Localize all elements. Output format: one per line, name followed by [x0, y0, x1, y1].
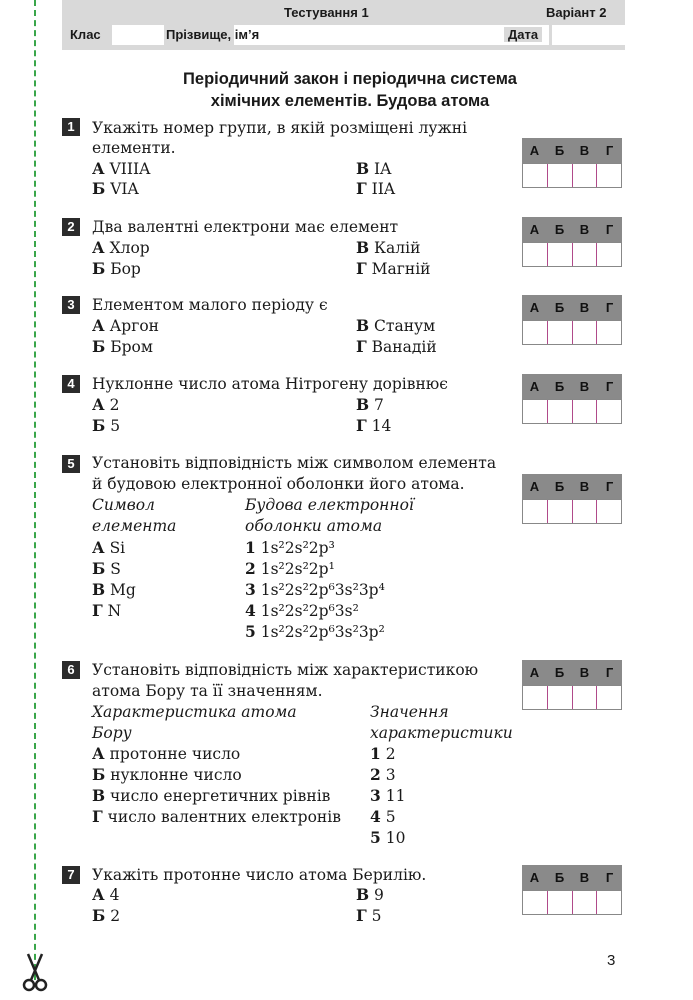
match-left: В число енергетичних рівнів: [92, 786, 331, 805]
match-left: А протонне число: [92, 744, 241, 763]
test-title: Тестування 1: [284, 5, 369, 20]
column-header: Символ: [92, 496, 155, 514]
question-text: Укажіть протонне число атома Берилію.: [92, 866, 427, 884]
question-number: 6: [62, 661, 80, 679]
match-right: 5 10: [370, 828, 406, 847]
column-header: Бору: [92, 724, 132, 742]
scissors-icon: [22, 952, 48, 992]
header-bar: [62, 0, 625, 50]
question-number: 1: [62, 118, 80, 136]
option-v: В IA: [356, 159, 392, 178]
date-field[interactable]: [552, 25, 625, 45]
page-number: 3: [607, 952, 616, 969]
option-g: Г IIA: [356, 179, 396, 198]
column-header: Будова електронної: [245, 496, 414, 514]
question-number: 3: [62, 296, 80, 314]
match-left: Б нуклонне число: [92, 765, 242, 784]
match-left: Г N: [92, 601, 122, 620]
match-left: А Si: [92, 538, 126, 557]
answer-grid[interactable]: А Б В Г: [522, 660, 622, 710]
date-label: Дата: [504, 27, 542, 42]
option-g: Г 5: [356, 906, 382, 925]
class-label: Клас: [70, 27, 101, 42]
question-text: атома Бору та її значенням.: [92, 682, 323, 700]
column-header: Характеристика атома: [92, 703, 297, 721]
match-left: Г число валентних електронів: [92, 807, 341, 826]
option-a: А VIIIA: [92, 159, 151, 178]
match-right: 4 1s²2s²2p⁶3s²: [245, 601, 359, 620]
answer-grid[interactable]: А Б В Г: [522, 474, 622, 524]
column-header: елемента: [92, 517, 177, 535]
match-right: 1 1s²2s²2p³: [245, 538, 335, 557]
option-b: Б VIA: [92, 179, 139, 198]
variant-label: Варіант 2: [546, 5, 607, 20]
question-number: 7: [62, 866, 80, 884]
option-v: В Станум: [356, 316, 436, 335]
option-v: В 9: [356, 885, 384, 904]
option-a: А Хлор: [92, 238, 150, 257]
question-text: Установіть відповідність між символом елемента: [92, 454, 497, 472]
column-header: оболонки атома: [245, 517, 383, 535]
question-number: 2: [62, 218, 80, 236]
class-field[interactable]: [112, 25, 164, 45]
option-g: Г 14: [356, 416, 392, 435]
option-v: В 7: [356, 395, 384, 414]
match-right: 2 3: [370, 765, 396, 784]
question-text: Установіть відповідність між характеристикою: [92, 661, 479, 679]
question-text: Нуклонне число атома Нітрогену дорівнює: [92, 375, 448, 393]
question-text: Елементом малого періоду є: [92, 296, 328, 314]
option-a: А Аргон: [92, 316, 160, 335]
option-b: Б Бор: [92, 259, 141, 278]
option-a: А 4: [92, 885, 120, 904]
column-header: Значення: [370, 703, 449, 721]
cut-line: [34, 0, 36, 980]
question-text: Укажіть номер групи, в якій розміщені лужні: [92, 119, 468, 137]
option-a: А 2: [92, 395, 120, 414]
option-g: Г Магній: [356, 259, 431, 278]
page-title: Періодичний закон і періодична система хімічних елементів. Будова атома: [183, 70, 517, 110]
column-header: характеристики: [370, 724, 513, 742]
option-v: В Калій: [356, 238, 421, 257]
question-text: й будовою електронної оболонки його атома.: [92, 475, 465, 493]
question-text: Два валентні електрони має елемент: [92, 218, 399, 236]
option-b: Б Бром: [92, 337, 153, 356]
answer-grid[interactable]: А Б В Г: [522, 374, 622, 424]
answer-grid[interactable]: А Б В Г: [522, 295, 622, 345]
match-right: 2 1s²2s²2p¹: [245, 559, 335, 578]
question-number: 4: [62, 375, 80, 393]
answer-grid[interactable]: А Б В Г: [522, 865, 622, 915]
match-right: 5 1s²2s²2p⁶3s²3p²: [245, 622, 385, 641]
option-b: Б 2: [92, 906, 121, 925]
match-right: 3 1s²2s²2p⁶3s²3p⁴: [245, 580, 385, 599]
option-g: Г Ванадій: [356, 337, 437, 356]
question-text: елементи.: [92, 139, 176, 157]
answer-grid[interactable]: А Б В Г: [522, 138, 622, 188]
match-left: Б S: [92, 559, 121, 578]
match-right: 4 5: [370, 807, 396, 826]
match-right: 1 2: [370, 744, 396, 763]
match-left: В Mg: [92, 580, 136, 599]
name-label: Прізвище, ім’я: [166, 27, 260, 42]
question-number: 5: [62, 455, 80, 473]
match-right: 3 11: [370, 786, 406, 805]
option-b: Б 5: [92, 416, 121, 435]
name-field[interactable]: [234, 25, 549, 45]
answer-grid[interactable]: А Б В Г: [522, 217, 622, 267]
